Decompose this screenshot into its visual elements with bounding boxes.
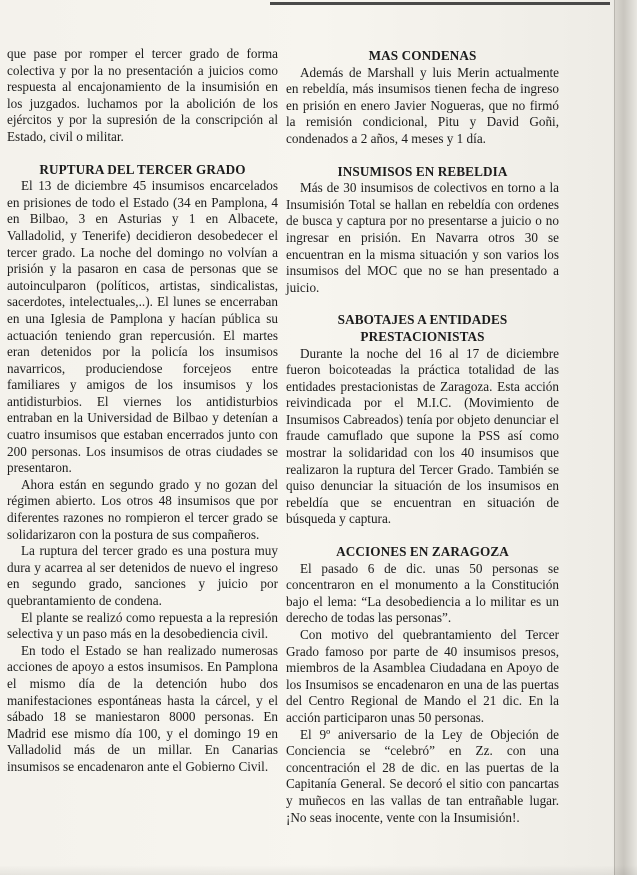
paragraph: Durante la noche del 16 al 17 de diciembre fueron boicoteadas la práctica totalidad de las entidades prestacionistas de Zaragoza. Esta acción reivindicada por el M.I.C. (Movimiento de Insumisos Cabreados) tenía por objeto denunciar el fraude camuflado que supone la PSS así como mostrar la solidaridad con los 40 insumisos que realizaron la ruptura del Tercer Grado. También se quiso denunciar la situación de los insumisos en rebeldía que se encuentran en situación de búsqueda y captura. (286, 345, 559, 527)
paragraph: Además de Marshall y luis Merin actualmente en rebeldía, más insumisos tienen fecha de ingreso en prisión en enero Javier Nogueras, que no firmó la remisión condicional, Pitu y David Goñi, condenados a 2 años, 4 meses y 1 día. (286, 64, 559, 146)
left-column (7, 46, 278, 776)
paragraph: Con motivo del quebrantamiento del Tercer Grado famoso por parte de 40 insumisos presos, miembros de la Asamblea Ciudadana en Apoyo de los Insumisos se encadenaron en una de las puertas del Centro Regional de Mando el 21 dic. En la acción participaron unas 50 personas. (286, 627, 559, 725)
paragraph: El 13 de diciembre 45 insumisos encarcelados en prisiones de todo el Estado (34 en Pamplona, 4 en Bilbao, 3 en Asturias y 1 en Albacete, Valladolid, y Tenerife) decidieron desobedecer el tercer grado. La noche del domingo no volvían a prisión y la pasaron en casa de personas que se autoinculparon (políticos, artistas, sindicalistas, sacerdotes, intelectuales,..). El lunes se encerraban en una Iglesia de Pamplona y hacían pública su actuación teniendo gran repercusión. El martes eran detenidos por la policía los insumisos navarricos, produciendose forcejeos entre familiares y amigos de los insumisos y los antidisturbios. El viernes los antidisturbios entraban en la Universidad de Bilbao y detenían a cuatro insumisos que estaban encerrados junto con 200 personas. Los insumisos de otras ciudades se presentaron. (7, 178, 278, 476)
paragraph: Ahora están en segundo grado y no gozan del régimen abierto. Los otros 48 insumisos que por diferentes razones no rompieron el tercer grado se solidarizaron con la postura de sus compañeros. (7, 476, 278, 542)
paragraph: El plante se realizó como repuesta a la represión selectiva y un paso más en la desobediencia civil. (7, 609, 278, 642)
paragraph: Más de 30 insumisos de colectivos en torno a la Insumisión Total se hallan en rebeldía con ordenes de busca y captura por no presentarse a juicio o no ingresar en prisión. En Navarra otros 30 se encuentran en la misma situación y son varios los insumisos del MOC que no se han presentado a juicio. (286, 180, 559, 295)
section-title-ruptura: RUPTURA DEL TERCER GRADO (39, 161, 246, 177)
page-shadow (0, 865, 637, 875)
page-edge (614, 0, 637, 875)
paragraph: La ruptura del tercer grado es una postura muy dura y acarrea al ser detenidos de nuevo el ingreso en segundo grado, sanciones y juicio por quebrantamiento de condena. (7, 543, 278, 608)
paragraph: El 9º aniversario de la Ley de Objeción de Conciencia se “celebró” en Zz. con una concentración el 28 de dic. en las puertas de la Capitanía General. Se decoró el sitio con pancartas y muñecos en las vallas de tan entrañable lugar. ¡No seas inocente, vente con la Insumisión!. (286, 726, 559, 825)
continuation-paragraph: que pase por romper el tercer grado de forma colectiva y por la no presentación a juicios como respuesta al encajonamiento de la insumisión en los juzgados. luchamos por la abolición de los ejércitos y por la supresión de la conscripción al Estado, civil o militar. (7, 46, 278, 144)
section-title-sabotajes-line2: PRESTACIONISTAS (360, 328, 485, 344)
section-title-mas-condenas: MAS CONDENAS (368, 48, 477, 63)
paragraph: En todo el Estado se han realizado numerosas acciones de apoyo a estos insumisos. En Pamplona el mismo día de la detención hubo dos manifestaciones espontáneas hasta la cárcel, y el sábado 18 se maniestaron 8000 personas. En Madrid ese mismo día 100, y el domingo 19 en Valladolid más de un millar. En Canarias insumisos se encadenaron ante el Gobierno Civil. (7, 642, 278, 774)
right-column (286, 48, 559, 826)
section-title-rebeldia: INSUMISOS EN REBELDIA (337, 163, 508, 179)
section-title-sabotajes-line1: SABOTAJES A ENTIDADES (337, 312, 508, 328)
section-title-zaragoza: ACCIONES EN ZARAGOZA (336, 544, 509, 560)
top-rule (270, 2, 610, 5)
paragraph: El pasado 6 de dic. unas 50 personas se concentraron en el monumento a la Constitución bajo el lema: “La desobediencia a lo militar es un derecho de todas las personas”. (286, 560, 559, 626)
